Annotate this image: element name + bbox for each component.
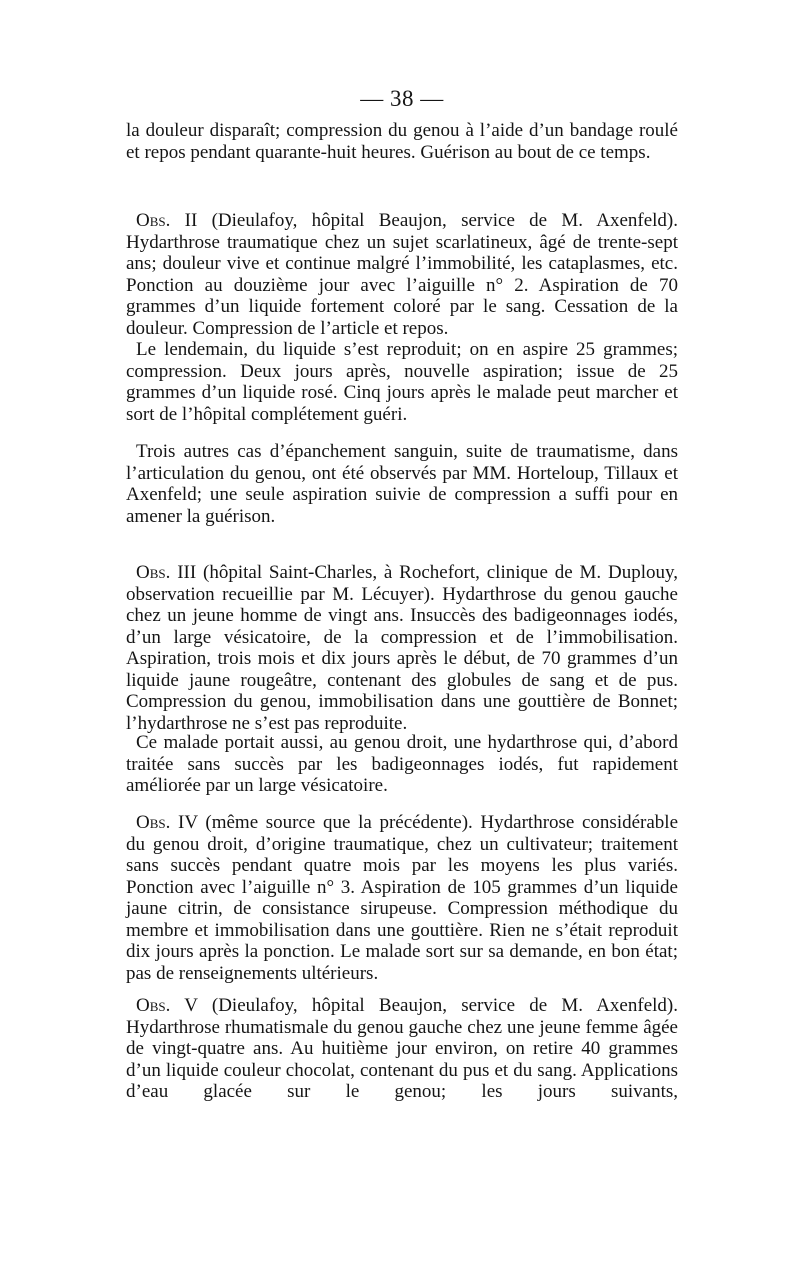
obs-label: Obs. [136, 210, 171, 231]
paragraph-text: Trois autres cas d’épanchement sanguin, suite de traumatisme, dans l’articulation du genou, ont été observés par MM. Horteloup, Tillaux et Axenfeld; une seule aspiration suivie de compression a suffi pour en amener la guérison. [126, 441, 678, 527]
paragraph-obs-3-followup [126, 732, 678, 797]
paragraph-obs-5 [126, 995, 678, 1103]
paragraph-text: IV (même source que la précédente). Hydarthrose considérable du genou droit, d’origine traumatique, chez un cultivateur; traitement sans succès pendant quatre mois par les moyens les plus variés. Ponction avec l’aiguille n° 3. Aspiration de 105 grammes d’un liquide jaune citrin, de consistance sirupeuse. Compression méthodique du membre et immobilisation dans une gouttière. Rien ne s’était reproduit dix jours après la ponction. Le malade sort sur sa demande, en bon état; pas de renseignements ultérieurs. [126, 812, 679, 984]
paragraph-obs-2-followup [126, 339, 678, 425]
paragraph-continuation [126, 120, 678, 163]
obs-label: Obs. [136, 995, 171, 1016]
paragraph-text: Le lendemain, du liquide s’est reproduit; on en aspire 25 grammes; compression. Deux jours après, nouvelle aspiration; issue de 25 grammes d’un liquide rosé. Cinq jours après le malade peut marcher et sort de l’hôpital complétement guéri. [126, 339, 678, 425]
page-number: — 38 — [360, 86, 444, 111]
paragraph-text: la douleur disparaît; compression du genou à l’aide d’un bandage roulé et repos pendant quarante-huit heures. Guérison au bout de ce temps. [126, 120, 678, 163]
paragraph-obs-2 [126, 210, 678, 339]
paragraph-text: III (hôpital Saint-Charles, à Rochefort, clinique de M. Duplouy, observation recueillie par M. Lécuyer). Hydarthrose du genou gauche chez un jeune homme de vingt ans. Insuccès des badigeonnages iodés, d’un large vésicatoire, de la compression et de l’immobilisation. Aspiration, trois mois et dix jours après le début, de 70 grammes d’un liquide jaune rougeâtre, contenant des globules de sang et de pus. Compression du genou, immobilisation dans une gouttière de Bonnet; l’hydarthrose ne s’est pas reproduite. [126, 562, 679, 734]
paragraph-obs-4 [126, 812, 678, 984]
obs-label: Obs. [136, 812, 171, 833]
paragraph-obs-3 [126, 562, 678, 734]
paragraph-text: II (Dieulafoy, hôpital Beaujon, service de M. Axenfeld). Hydarthrose traumatique chez un sujet scarlatineux, âgé de trente-sept ans; douleur vive et continue malgré l’immobilité, les cataplasmes, etc. Ponction au douzième jour avec l’aiguille n° 2. Aspiration de 70 grammes d’un liquide fortement coloré par le sang. Cessation de la douleur. Compression de l’article et repos. [126, 210, 679, 339]
obs-label: Obs. [136, 562, 171, 583]
paragraph-other-cases [126, 441, 678, 527]
book-page [126, 0, 678, 1262]
paragraph-text: Ce malade portait aussi, au genou droit, une hydarthrose qui, d’abord traitée sans succès par les badigeonnages iodés, fut rapidement améliorée par un large vésicatoire. [126, 732, 678, 796]
paragraph-text: V (Dieulafoy, hôpital Beaujon, service de M. Axenfeld). Hydarthrose rhumatismale du genou gauche chez une jeune femme âgée de vingt-quatre ans. Au huitième jour environ, on retire 40 grammes d’un liquide couleur chocolat, contenant du pus et du sang. Applications d’eau glacée sur le genou; les jours suivants, [126, 995, 678, 1102]
